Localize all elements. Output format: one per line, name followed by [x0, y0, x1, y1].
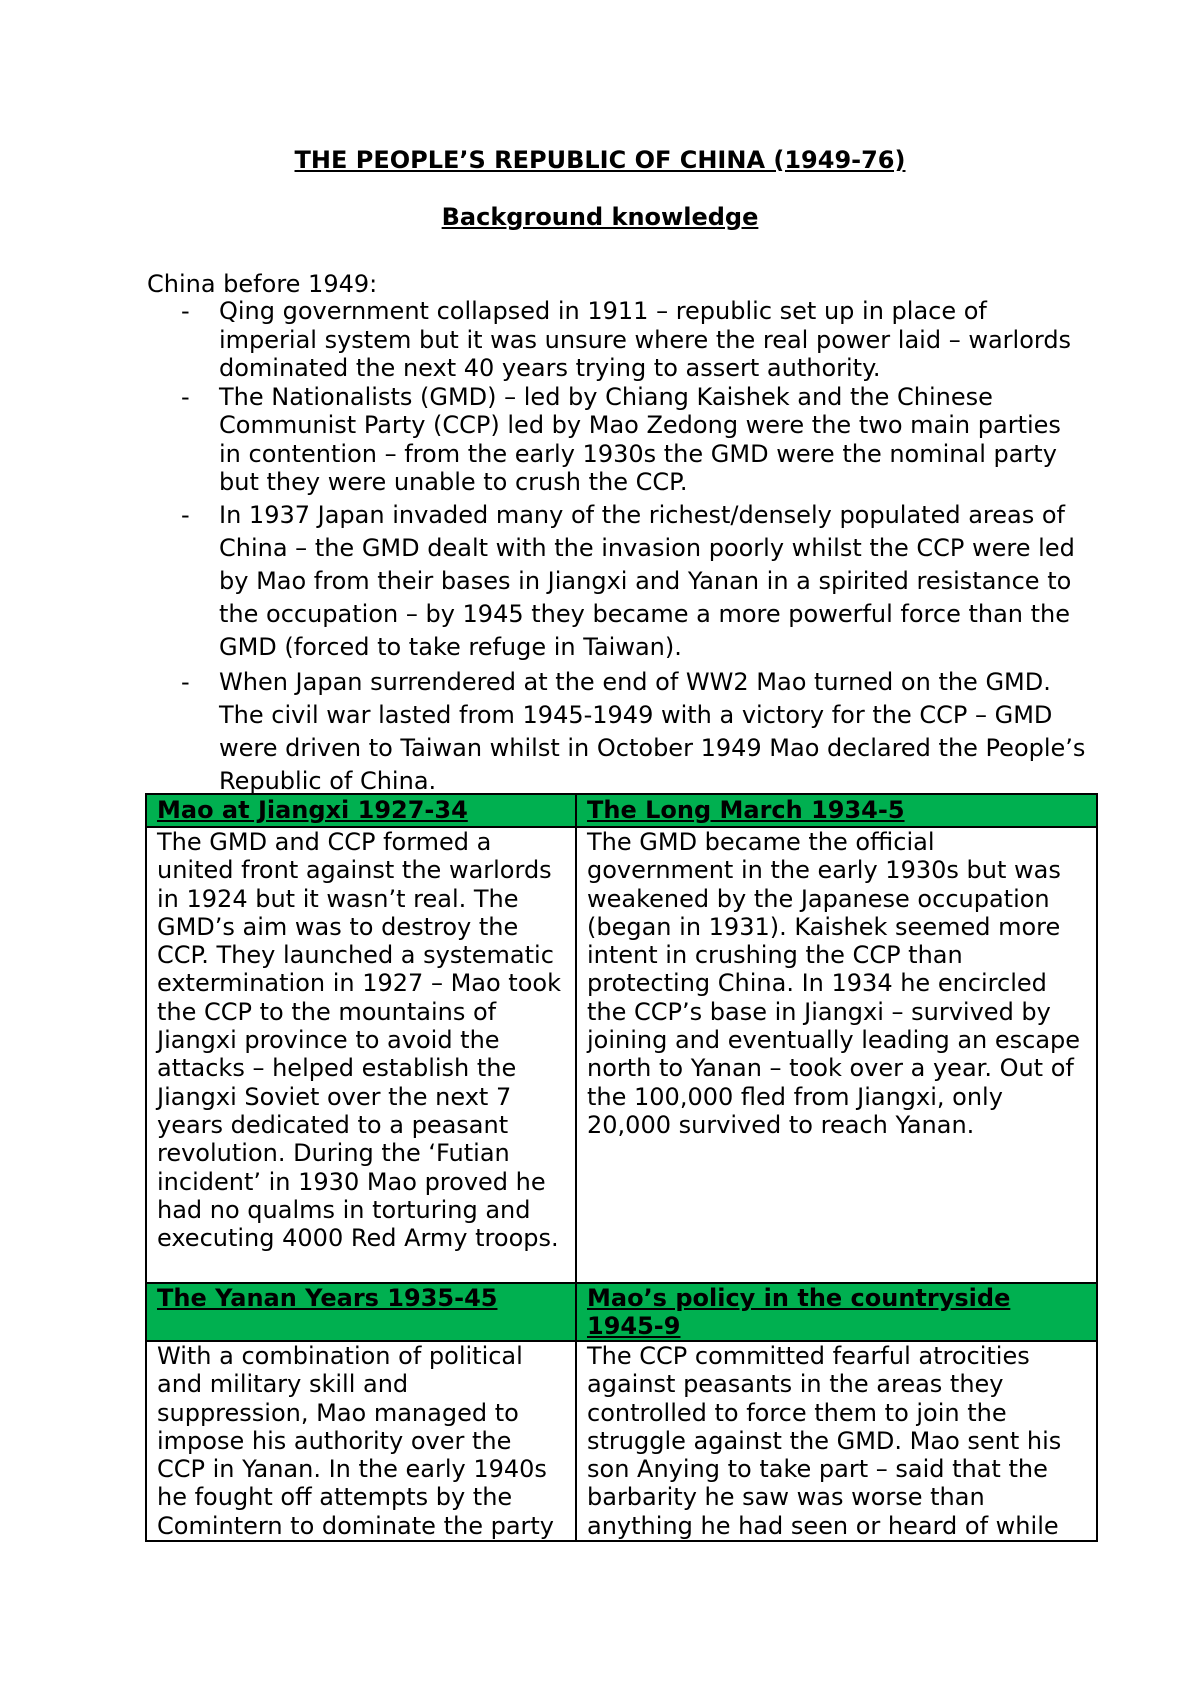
heading-mao-at-jiangxi: Mao at Jiangxi 1927-34 [146, 794, 576, 827]
topics-table [145, 793, 1098, 1542]
table-row [146, 827, 1097, 1283]
table-header-row [146, 1283, 1097, 1341]
cell-mao-at-jiangxi: The GMD and CCP formed a united front against the warlords in 1924 but it wasn’t real. The GMD’s aim was to destroy the CCP. They launched a systematic extermination in 1927 – Mao took the CCP to the mountains of Jiangxi province to avoid the attacks – helped establish the Jiangxi Soviet over the next 7 years dedicated to a peasant revolution. During the ‘Futian incident’ in 1930 Mao proved he had no qualms in torturing and executing 4000 Red Army troops. [146, 827, 576, 1283]
bullet-list [147, 297, 1086, 798]
bullet-text: When Japan surrendered at the end of WW2 Mao turned on the GMD. The civil war lasted from 1945-1949 with a victory for the CCP – GMD were driven to Taiwan whilst in October 1949 Mao declared the People’s Republic of China. [219, 667, 1086, 795]
list-item [147, 383, 1089, 497]
heading-countryside-policy: Mao’s policy in the countryside 1945-9 [576, 1283, 1097, 1341]
list-item [147, 297, 1089, 383]
table-row [146, 1341, 1097, 1541]
table-header-row [146, 794, 1097, 827]
bullet-text: The Nationalists (GMD) – led by Chiang Kaishek and the Chinese Communist Party (CCP) led by Mao Zedong were the two main parties in contention – from the early 1930s the GMD were the nominal party but they were unable to crush the CCP. [219, 382, 1061, 496]
page-title: THE PEOPLE’S REPUBLIC OF CHINA (1949-76) [294, 146, 906, 174]
bullet-marker: - [181, 382, 190, 411]
bullet-text: In 1937 Japan invaded many of the richest/densely populated areas of China – the GMD dealt with the invasion poorly whilst the CCP were led by Mao from their bases in Jiangxi and Yanan in a spirited resistance to the occupation – by 1945 they became a more powerful force than the GMD (forced to take refuge in Taiwan). [219, 500, 1075, 661]
heading-long-march: The Long March 1934-5 [576, 794, 1097, 827]
heading-yanan-years: The Yanan Years 1935-45 [146, 1283, 576, 1341]
bullet-marker: - [181, 500, 190, 529]
bullet-marker: - [181, 667, 190, 696]
intro-label: China before 1949: [147, 270, 378, 298]
cell-countryside-policy: The CCP committed fearful atrocities against peasants in the areas they controlled to force them to join the struggle against the GMD. Mao sent his son Anying to take part – said that the barbarity he saw was worse than anything he had seen or heard of while [576, 1341, 1097, 1541]
cell-yanan-years: With a combination of political and military skill and suppression, Mao managed to impose his authority over the CCP in Yanan. In the early 1940s he fought off attempts by the Comintern to dominate the party [146, 1341, 576, 1541]
bullet-text: Qing government collapsed in 1911 – republic set up in place of imperial system but it was unsure where the real power laid – warlords dominated the next 40 years trying to assert authority. [219, 297, 1072, 382]
list-item [147, 666, 1089, 798]
cell-long-march: The GMD became the official government in the early 1930s but was weakened by the Japanese occupation (began in 1931). Kaishek seemed more intent in crushing the CCP than protecting China. In 1934 he encircled the CCP’s base in Jiangxi – survived by joining and eventually leading an escape north to Yanan – took over a year. Out of the 100,000 fled from Jiangxi, only 20,000 survived to reach Yanan. [576, 827, 1097, 1283]
list-item [147, 499, 1089, 664]
section-subtitle: Background knowledge [441, 203, 759, 231]
bullet-marker: - [181, 297, 190, 325]
